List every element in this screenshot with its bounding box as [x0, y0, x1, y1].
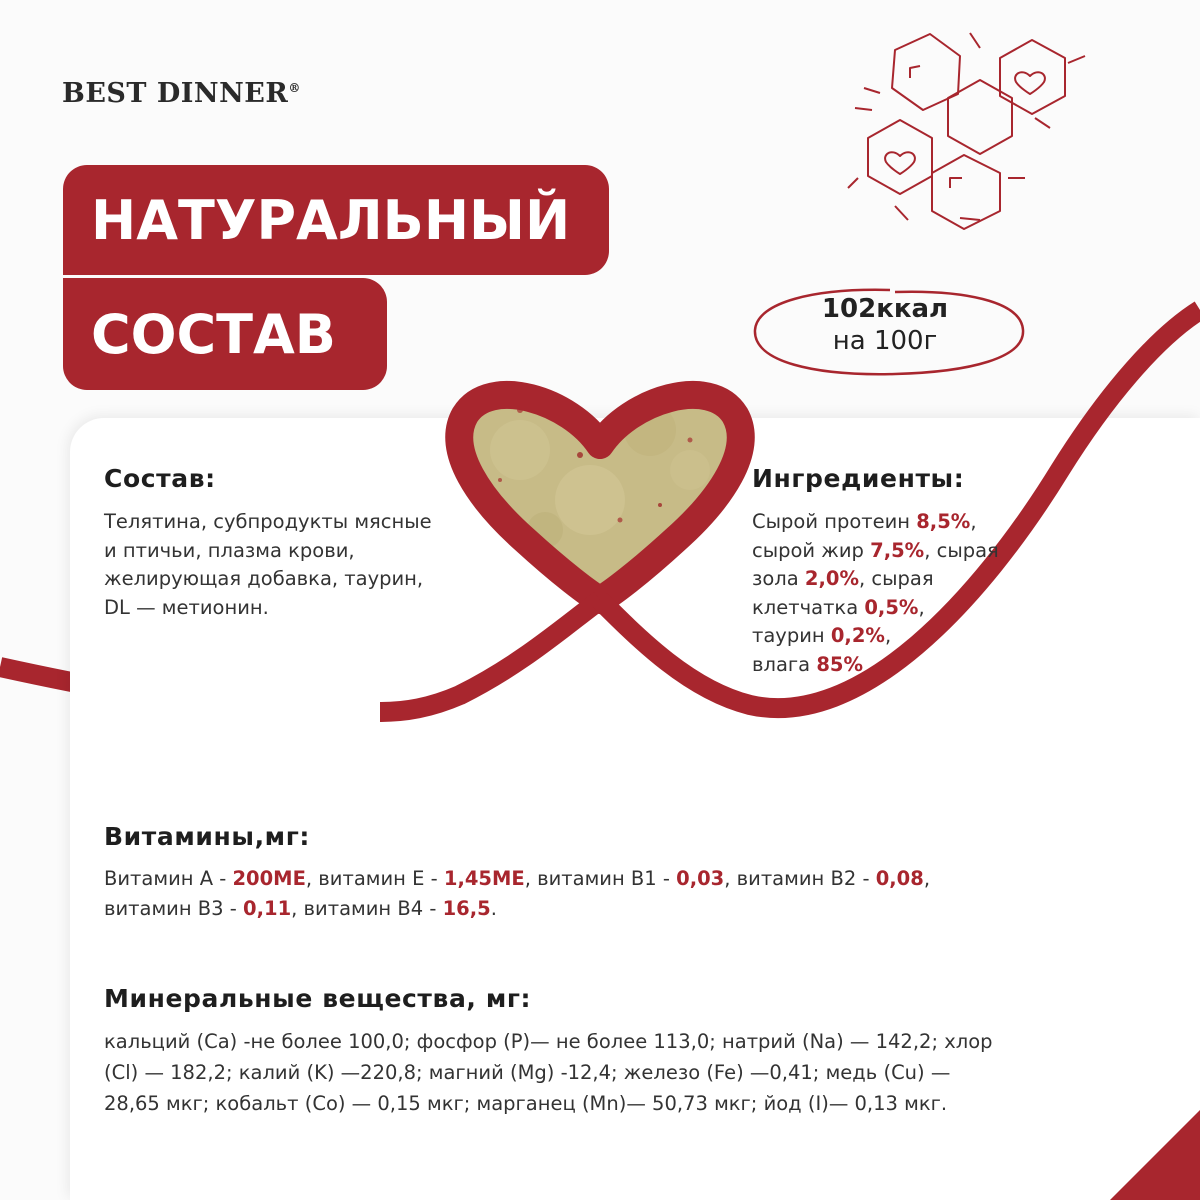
- ingredient-line: [752, 651, 1052, 680]
- highlight-value: 16,5: [442, 897, 491, 920]
- composition-heading: Состав:: [104, 464, 216, 493]
- text-segment: Сырой протеин: [752, 510, 917, 533]
- ingredient-line: [752, 508, 1052, 537]
- brand-mark: ®: [288, 81, 301, 95]
- text-segment: .: [490, 897, 497, 920]
- highlight-value: 8,5%: [916, 510, 971, 533]
- text-segment: ,: [918, 595, 925, 619]
- text-segment: влага: [752, 652, 817, 676]
- text-segment: , витамин В1 -: [524, 867, 677, 890]
- highlight-value: 0,08: [875, 867, 924, 890]
- text-segment: таурин: [752, 624, 831, 647]
- title-line-1: НАТУРАЛЬНЫЙ: [63, 165, 609, 275]
- vitamins-heading: Витамины,мг:: [104, 822, 310, 851]
- ingredient-line: [752, 622, 1052, 651]
- text-segment: ,: [923, 867, 931, 890]
- vitamins-list: [104, 864, 1104, 924]
- text-segment: зола: [752, 567, 805, 590]
- composition-line: Телятина, субпродукты мясные: [104, 510, 432, 533]
- kcal-per: на 100г: [832, 326, 938, 356]
- minerals-line: (Cl) — 182,2; калий (K) —220,8; магний (Mg) -12,4; железо (Fe) —0,41; медь (Cu) —: [104, 1061, 951, 1084]
- text-segment: , витамин Е -: [305, 867, 444, 890]
- vitamin-line: [104, 864, 1104, 894]
- composition-line: DL — метионин.: [104, 595, 269, 619]
- text-segment: , сырая: [924, 538, 999, 562]
- text-segment: , сырая: [859, 567, 934, 590]
- title-line-2: СОСТАВ: [63, 278, 387, 390]
- kcal-badge: [770, 293, 1000, 357]
- ingredient-line: [752, 565, 1052, 594]
- ingredient-line: [752, 537, 1052, 566]
- highlight-value: 1,45МЕ: [443, 867, 525, 890]
- text-segment: , витамин В4 -: [291, 897, 443, 920]
- honeycomb-hearts-icon: [840, 28, 1100, 238]
- text-segment: Витамин А -: [104, 867, 233, 890]
- ingredients-list: [752, 508, 1052, 679]
- minerals-heading: Минеральные вещества, мг:: [104, 984, 532, 1013]
- highlight-value: 0,5%: [864, 595, 919, 619]
- highlight-value: 200МЕ: [232, 867, 306, 890]
- composition-line: и птичьи, плазма крови,: [104, 538, 355, 562]
- kcal-value: 102ккал: [821, 294, 949, 324]
- text-segment: клетчатка: [752, 595, 865, 619]
- composition-line: желирующая добавка, таурин,: [104, 567, 424, 590]
- text-segment: сырой жир: [752, 538, 871, 562]
- text-segment: витамин В3 -: [104, 897, 244, 920]
- highlight-value: 85%: [816, 652, 863, 676]
- ingredients-heading: Ингредиенты:: [752, 464, 965, 493]
- highlight-value: 0,11: [243, 897, 292, 920]
- brand-name: BEST DINNER: [62, 78, 289, 109]
- minerals-text: [104, 1026, 1104, 1119]
- text-segment: ,: [884, 624, 892, 647]
- text-segment: , витамин В2 -: [724, 867, 876, 890]
- highlight-value: 0,03: [676, 867, 725, 890]
- highlight-value: 7,5%: [870, 538, 925, 562]
- text-segment: ,: [970, 510, 977, 533]
- corner-accent: [1110, 1110, 1200, 1200]
- brand-logo: [62, 78, 301, 109]
- minerals-line: 28,65 мкг; кобальт (Co) — 0,15 мкг; марганец (Mn)— 50,73 мкг; йод (I)— 0,13 мкг.: [104, 1092, 948, 1115]
- highlight-value: 2,0%: [804, 567, 860, 590]
- ingredient-line: [752, 594, 1052, 623]
- vitamin-line: [104, 894, 1104, 924]
- minerals-line: кальций (Ca) -не более 100,0; фосфор (P)— не более 113,0; натрий (Na) — 142,2; хлор: [104, 1030, 993, 1053]
- highlight-value: 0,2%: [830, 624, 885, 647]
- composition-text: [104, 508, 432, 622]
